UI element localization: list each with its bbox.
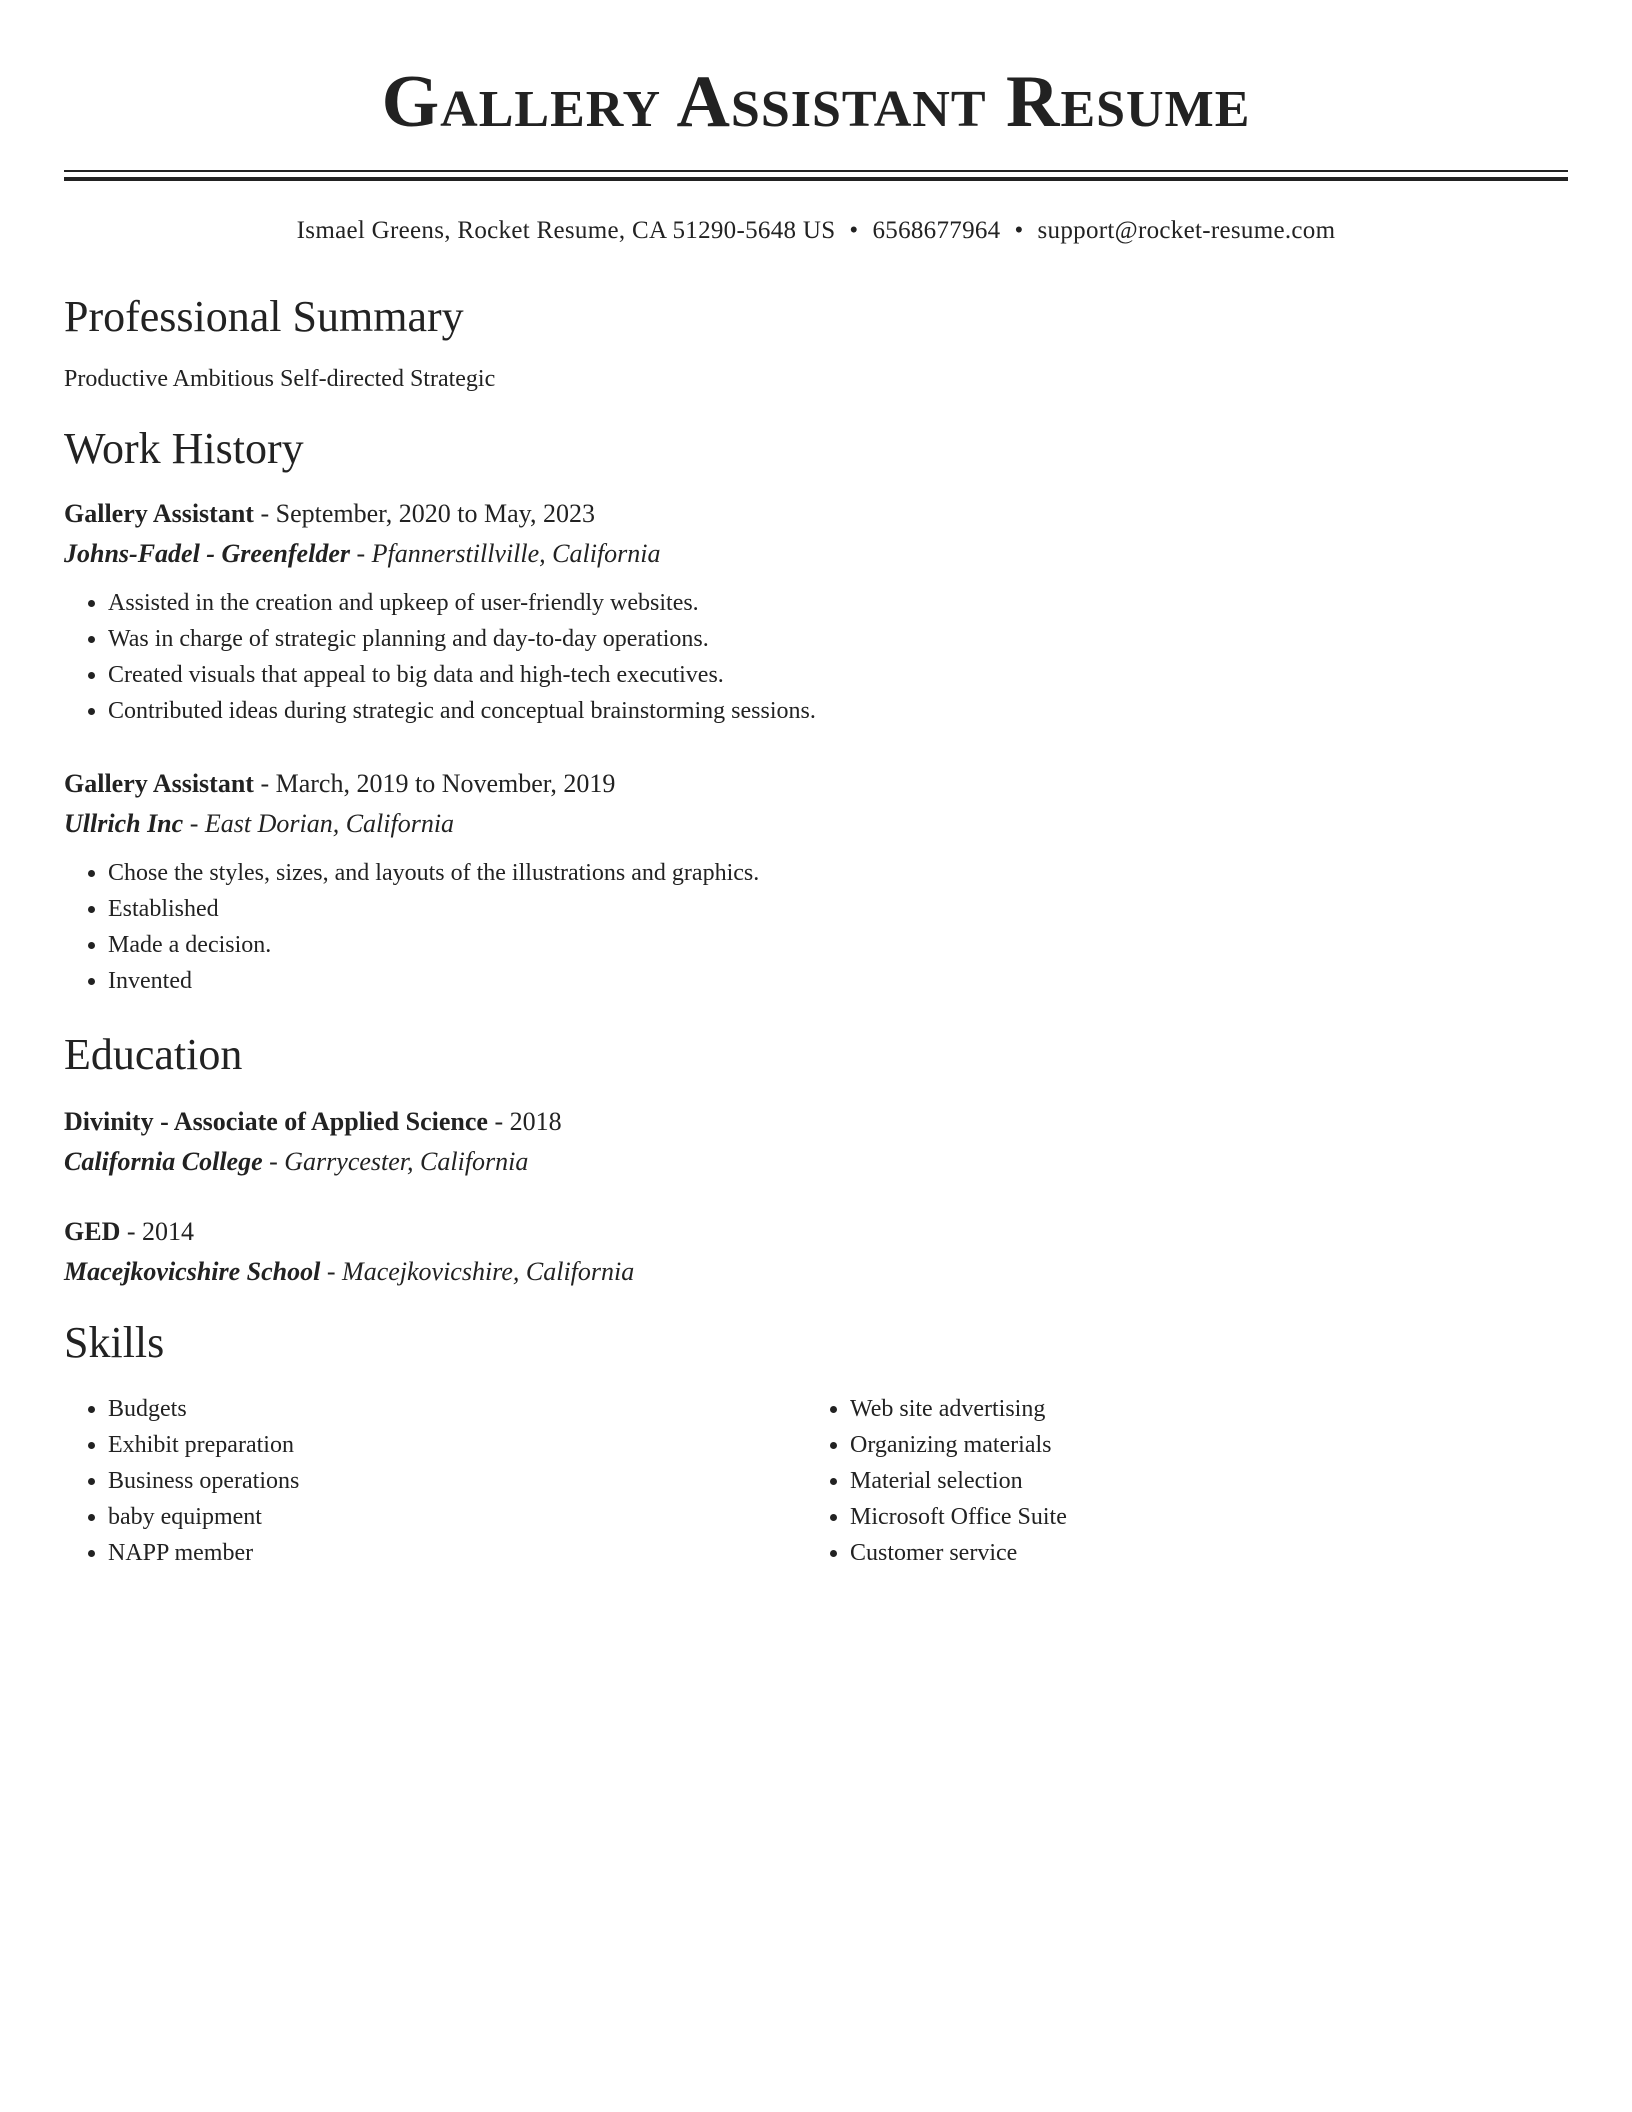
contact-separator: • [849,217,859,244]
skill-item: • Budgets [108,1391,806,1427]
job-location: - Pfannerstillville, California [349,539,661,568]
education-degree-line [64,1105,1568,1139]
education-location: - Macejkovicshire, California [320,1257,635,1286]
skill-item: • Microsoft Office Suite [850,1499,1548,1535]
contact-separator: • [1014,217,1024,244]
education-year: - 2018 [487,1107,562,1136]
skill-item: • Organizing materials [850,1427,1548,1463]
job-company: Ullrich Inc [64,809,184,838]
skill-item: • baby equipment [108,1499,806,1535]
skill-item: • Customer service [850,1535,1548,1571]
education-school: Macejkovicshire School [64,1257,321,1286]
job-title-line [64,497,1568,531]
title-divider-thick [64,177,1568,181]
contact-address: Ismael Greens, Rocket Resume, CA 51290-5648 US [296,217,836,244]
job-title: Gallery Assistant [64,499,254,528]
skills-list-left [64,1391,806,1571]
job-title: Gallery Assistant [64,769,254,798]
job-entry [64,497,1568,729]
skill-item: • Business operations [108,1463,806,1499]
education-school-line [64,1255,1568,1289]
education-location: - Garrycester, California [262,1147,529,1176]
job-dates: - September, 2020 to May, 2023 [253,499,595,528]
education-entry [64,1215,1568,1289]
job-company: Johns-Fadel - Greenfelder [64,539,350,568]
education-school: California College [64,1147,263,1176]
job-bullet: • Made a decision. [108,927,1568,963]
job-location: - East Dorian, California [183,809,455,838]
job-entry [64,767,1568,999]
job-company-line [64,537,1568,571]
job-bullet: • Was in charge of strategic planning and day-to-day operations. [108,621,1568,657]
contact-email: support@rocket-resume.com [1037,217,1336,244]
education-year: - 2014 [120,1217,195,1246]
job-dates: - March, 2019 to November, 2019 [253,769,616,798]
education-degree-line [64,1215,1568,1249]
skills-list-right [806,1391,1548,1571]
job-bullet: • Contributed ideas during strategic and conceptual brainstorming sessions. [108,693,1568,729]
education-school-line [64,1145,1568,1179]
skills-heading: Skills [64,1318,165,1367]
contact-phone: 6568677964 [872,217,1001,244]
page-title: Gallery Assistant Resume [381,61,1251,143]
education-heading: Education [64,1030,243,1079]
skill-item: • Material selection [850,1463,1548,1499]
skill-item: • Web site advertising [850,1391,1548,1427]
job-title-line [64,767,1568,801]
education-degree: Divinity - Associate of Applied Science [64,1107,488,1136]
skill-item: • NAPP member [108,1535,806,1571]
work-history-heading: Work History [64,424,304,473]
skills-grid [64,1391,1568,1571]
summary-heading: Professional Summary [64,292,464,341]
job-bullet: • Established [108,891,1568,927]
job-bullet: • Chose the styles, sizes, and layouts of the illustrations and graphics. [108,855,1568,891]
job-bullet: • Assisted in the creation and upkeep of user-friendly websites. [108,585,1568,621]
contact-line [64,215,1568,247]
education-entry [64,1105,1568,1179]
job-bullet: • Created visuals that appeal to big data and high-tech executives. [108,657,1568,693]
job-bullets [64,585,1568,729]
job-company-line [64,807,1568,841]
job-bullets [64,855,1568,999]
job-bullet: • Invented [108,963,1568,999]
skill-item: • Exhibit preparation [108,1427,806,1463]
title-divider-thin [64,170,1568,172]
summary-text: Productive Ambitious Self-directed Strategic [64,366,496,392]
education-degree: GED [64,1217,121,1246]
